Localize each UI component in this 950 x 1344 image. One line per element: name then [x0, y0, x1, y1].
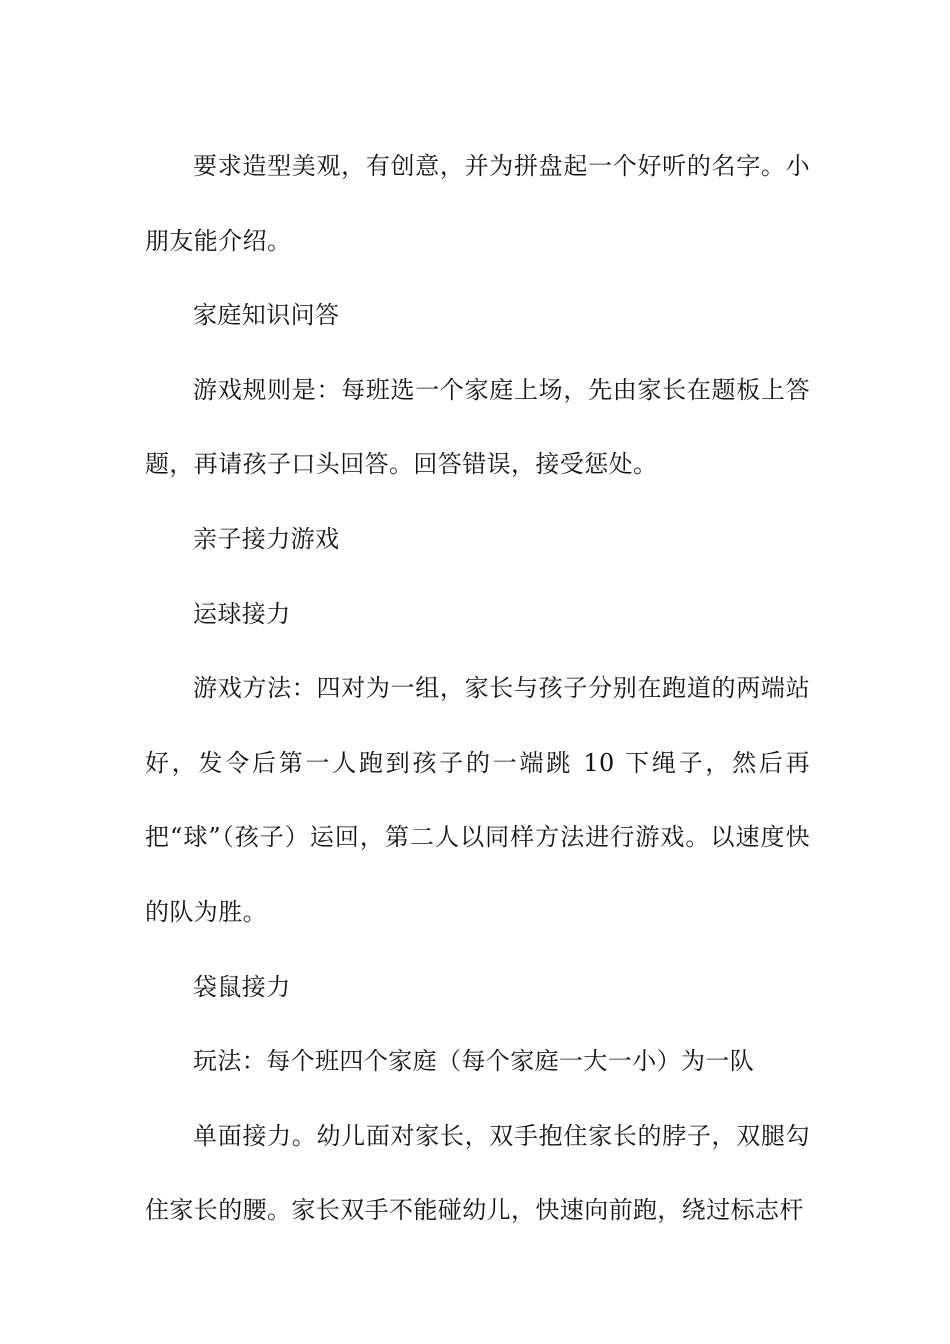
paragraph: 游戏方法：四对为一组，家长与孩子分别在跑道的两端站好，发令后第一人跑到孩子的一端跳 10 下绳子，然后再把“球”（孩子）运回，第二人以同样方法进行游戏。以速度快的队为胜。: [145, 674, 810, 926]
paragraph: 游戏规则是：每班选一个家庭上场，先由家长在题板上答题，再请孩子口头回答。回答错误，接受惩处。: [145, 375, 810, 479]
paragraph: 单面接力。幼儿面对家长，双手抱住家长的脖子，双腿勾住家长的腰。家长双手不能碰幼儿，快速向前跑，绕过标志杆: [145, 1121, 810, 1225]
section-heading: 家庭知识问答: [193, 301, 340, 330]
subsection-heading: 运球接力: [193, 599, 291, 628]
paragraph: 要求造型美观，有创意，并为拼盘起一个好听的名字。小朋友能介绍。: [145, 152, 810, 255]
section-heading: 亲子接力游戏: [193, 524, 340, 553]
subsection-heading: 袋鼠接力: [193, 972, 291, 1001]
paragraph: 玩法：每个班四个家庭（每个家庭一大一小）为一队: [193, 1047, 755, 1076]
document-body: [145, 129, 810, 1248]
